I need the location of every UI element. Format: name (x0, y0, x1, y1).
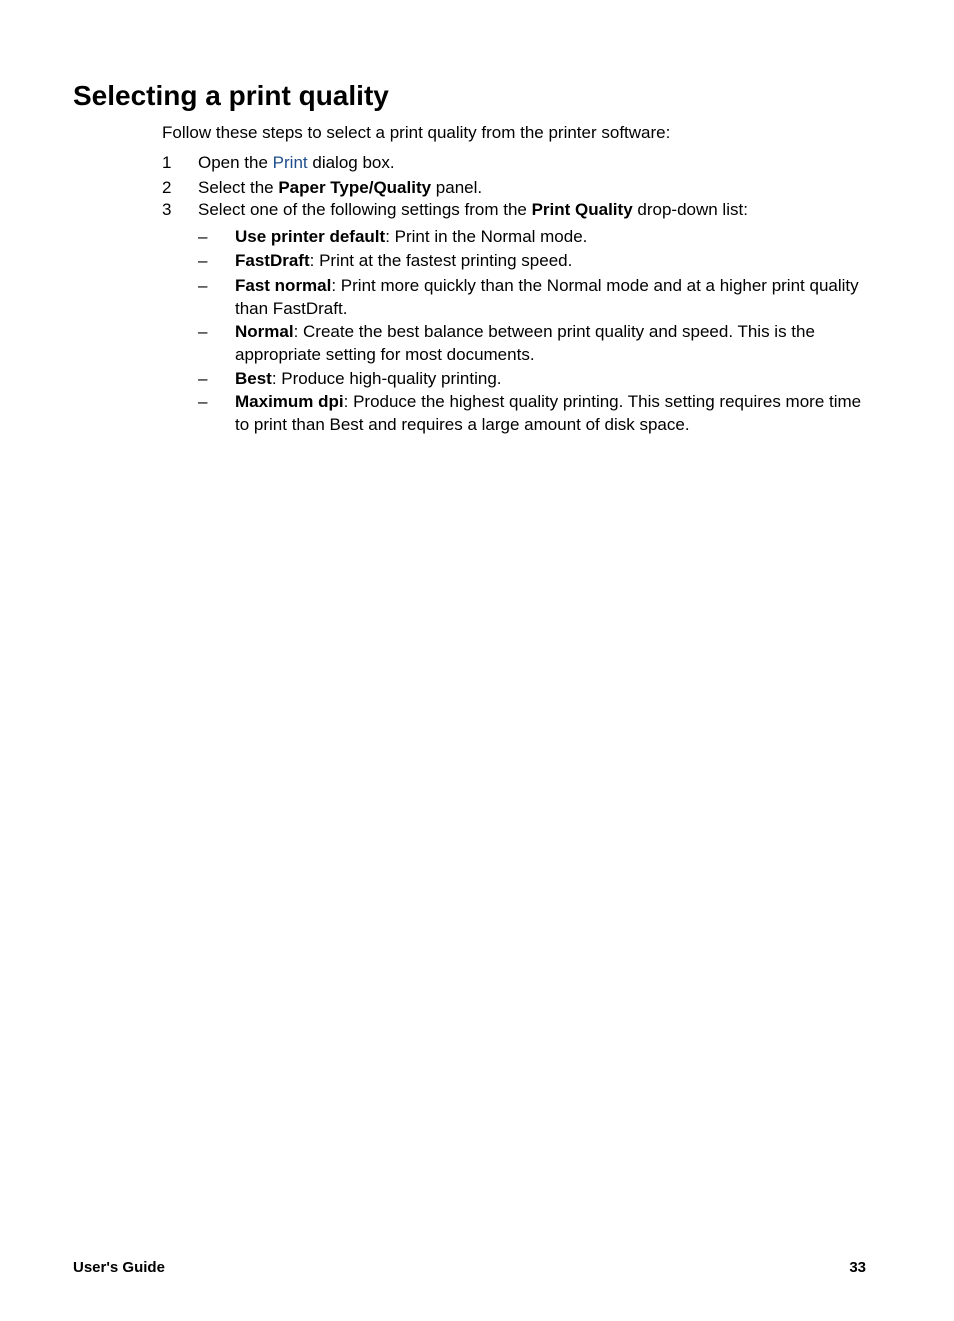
step-number: 2 (162, 178, 172, 197)
intro-paragraph: Follow these steps to select a print quality from the printer software: (162, 123, 671, 142)
option-description: : Produce the highest quality printing. This setting requires more time to print than Best and requires a large amount of disk space. (235, 392, 862, 434)
step-1 (162, 152, 395, 174)
option-term: Use printer default (235, 227, 386, 246)
option-description: : Print more quickly than the Normal mode and at a higher print quality than FastDraft. (235, 276, 859, 318)
option-term: Fast normal (235, 276, 332, 295)
step-text: Select the (198, 178, 279, 197)
dash-bullet: – (198, 392, 208, 411)
step-text: drop-down list: (632, 200, 748, 219)
option-description: : Produce high-quality printing. (271, 369, 502, 388)
print-dialog-link[interactable]: Print (272, 153, 308, 172)
setting-name: Print Quality (531, 200, 633, 219)
step-2 (162, 177, 482, 199)
page-number: 33 (849, 1259, 866, 1276)
step-text: dialog box. (307, 153, 395, 172)
step-3 (162, 199, 748, 221)
step-text: panel. (431, 178, 483, 197)
option-term: Best (235, 369, 272, 388)
option-use-printer-default (198, 226, 878, 249)
step-text: Select one of the following settings from the (198, 200, 532, 219)
option-description: : Print in the Normal mode. (385, 227, 588, 246)
option-normal (198, 321, 878, 366)
dash-bullet: – (198, 322, 208, 341)
step-number: 3 (162, 200, 172, 219)
option-description: : Create the best balance between print quality and speed. This is the appropriate setting for most documents. (235, 322, 815, 364)
panel-name: Paper Type/Quality (278, 178, 432, 197)
option-fast-normal (198, 275, 878, 320)
dash-bullet: – (198, 251, 208, 270)
page-title: Selecting a print quality (73, 80, 389, 111)
dash-bullet: – (198, 227, 208, 246)
step-text: Open the (198, 153, 273, 172)
option-fastdraft (198, 250, 878, 273)
footer-guide-title: User's Guide (73, 1259, 165, 1276)
option-term: FastDraft (235, 251, 310, 270)
option-description: : Print at the fastest printing speed. (309, 251, 573, 270)
dash-bullet: – (198, 276, 208, 295)
step-number: 1 (162, 153, 172, 172)
option-best (198, 368, 878, 391)
option-maximum-dpi (198, 391, 878, 436)
option-term: Normal (235, 322, 294, 341)
option-term: Maximum dpi (235, 392, 344, 411)
dash-bullet: – (198, 369, 208, 388)
